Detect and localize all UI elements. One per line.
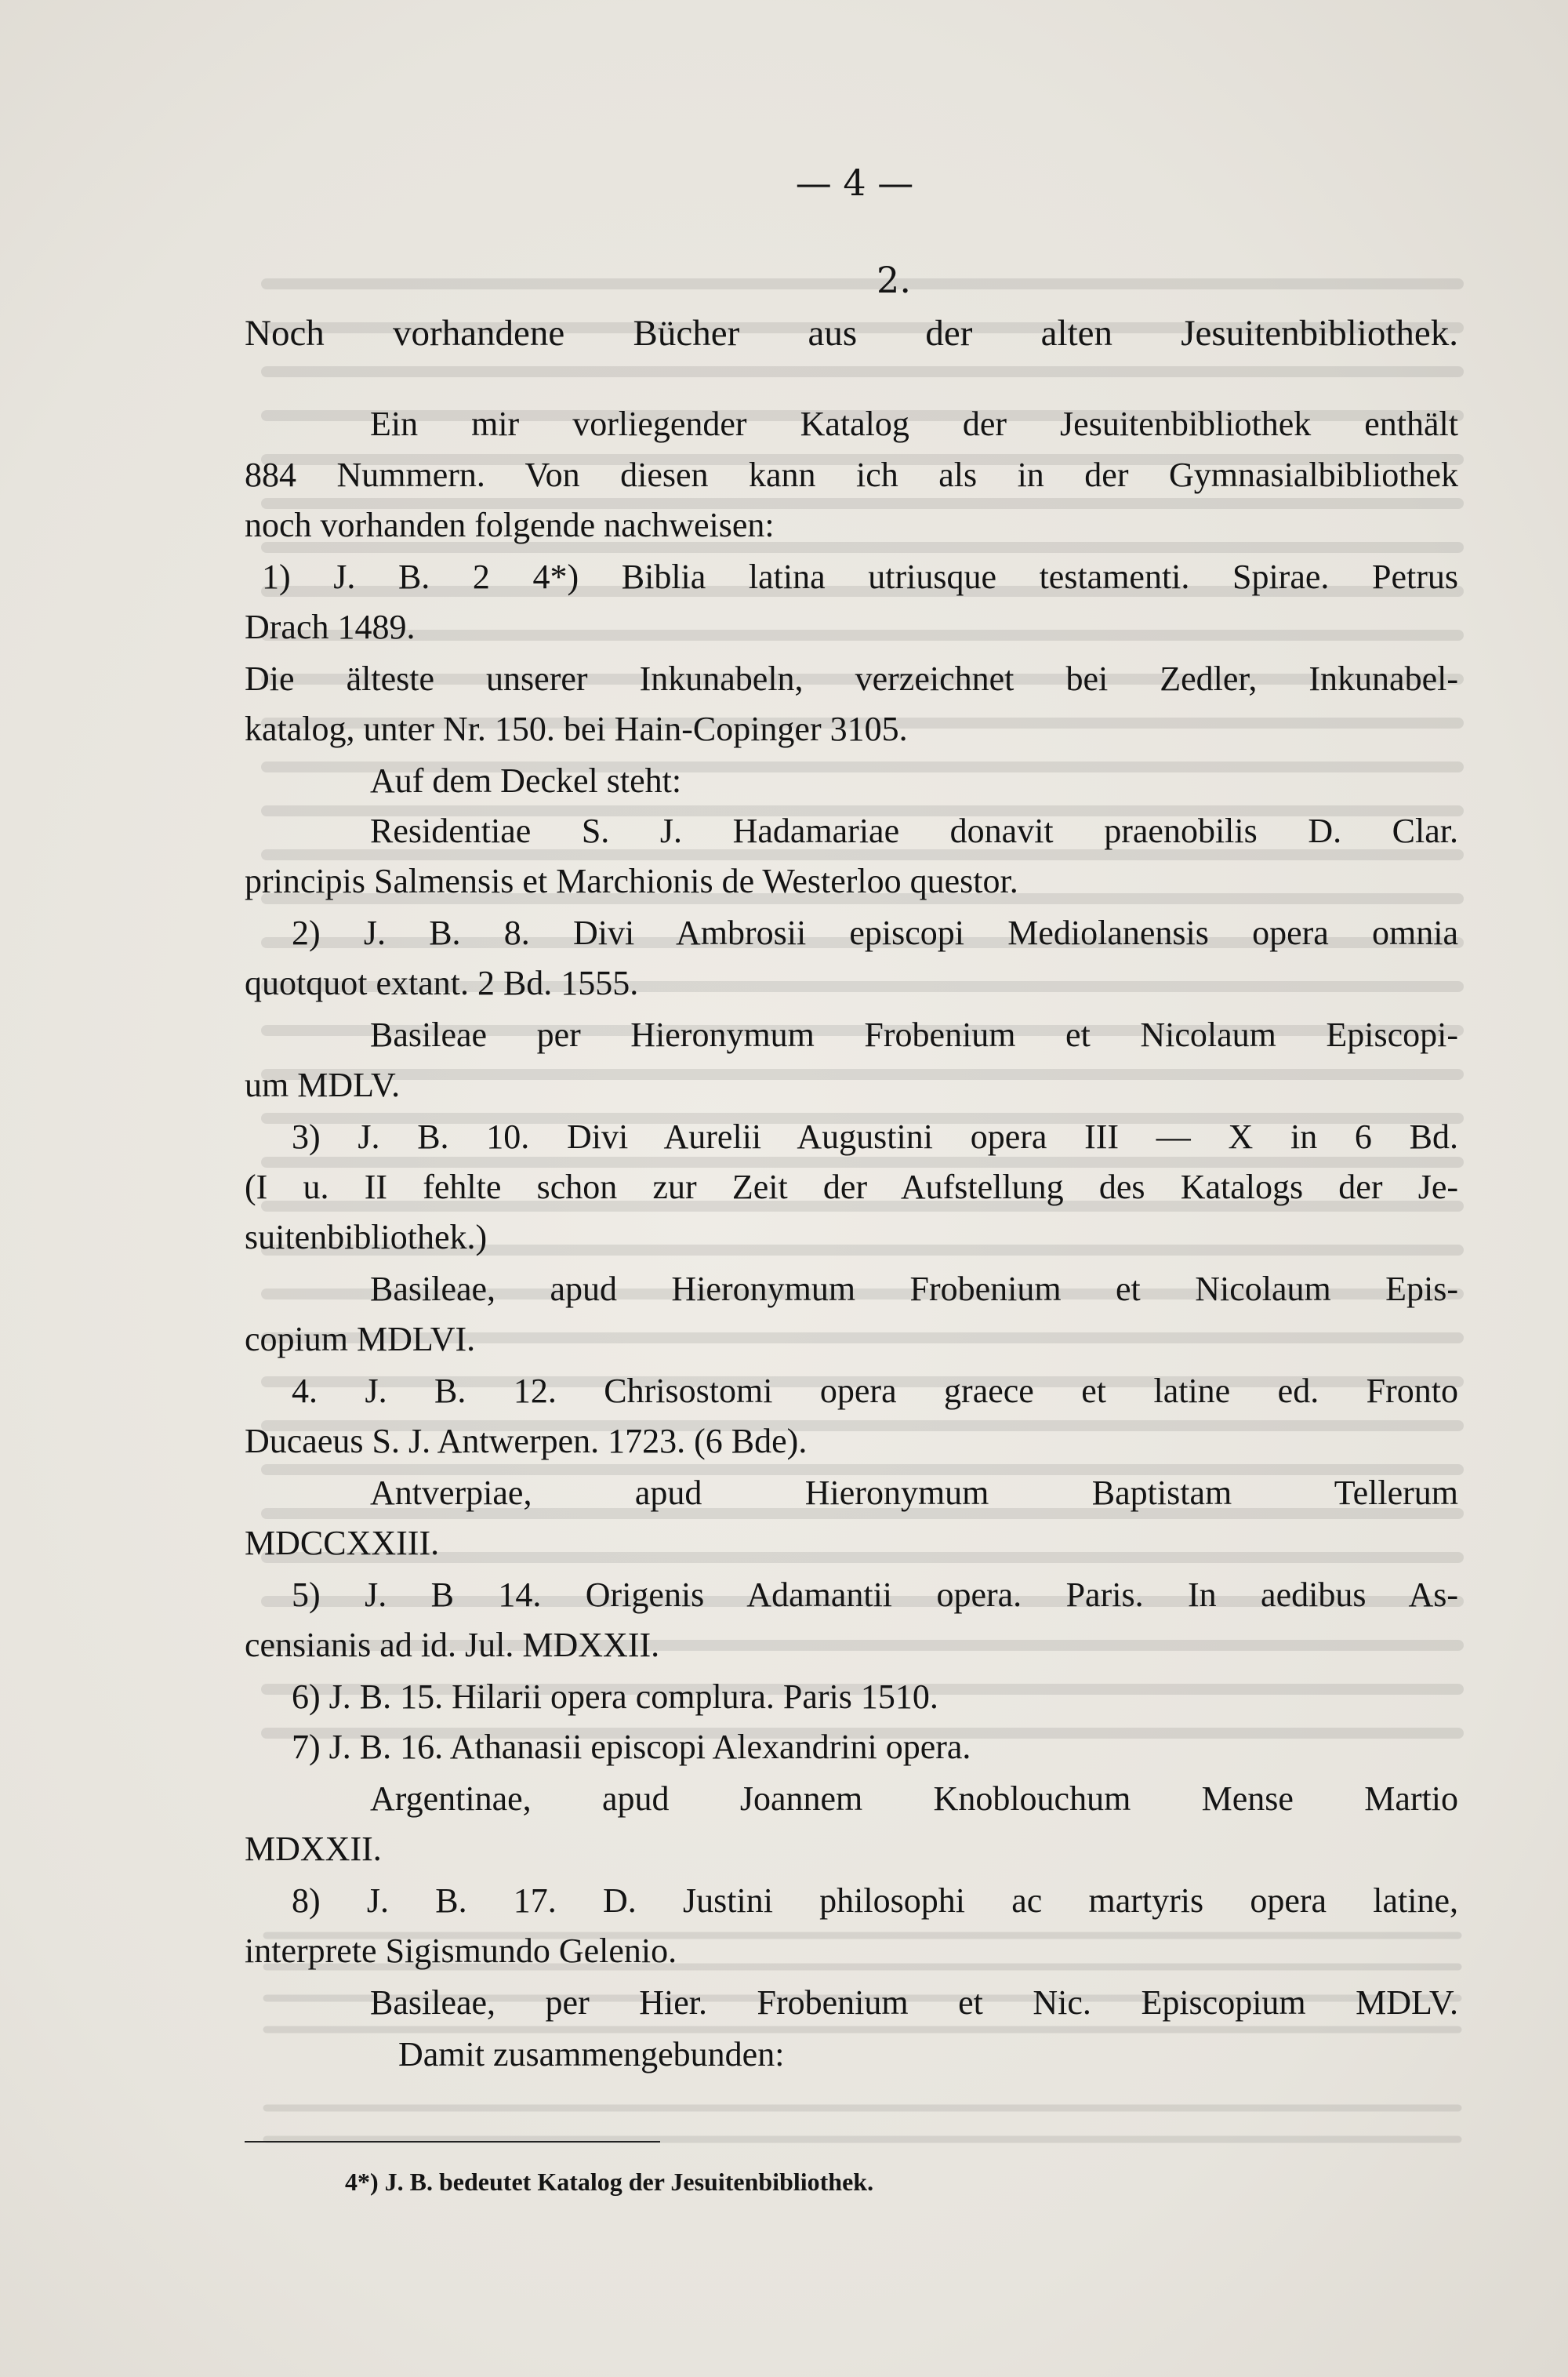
text-line: MDXXII. [245,1830,382,1868]
text-line: principis Salmensis et Marchionis de Westerloo questor. [245,862,1018,900]
footnote [345,2166,873,2197]
text-line: Residentiae S. J. Hadamariae donavit praenobilis D. Clar. [370,812,1458,850]
text-line: Auf dem Deckel steht: [370,761,682,800]
text-line: copium MDLVI. [245,1320,476,1358]
text-line: Die älteste unserer Inkunabeln, verzeichnet bei Zedler, Inkunabel- [245,660,1458,698]
text-line: noch vorhanden folgende nachweisen: [245,506,775,544]
text-line: Basileae, per Hier. Frobenium et Nic. Episcopium MDLV. [370,1983,1458,2022]
text-line: 4. J. B. 12. Chrisostomi opera graece et latine ed. Fronto [292,1372,1458,1410]
text-line: suitenbibliothek.) [245,1218,488,1256]
text-line: Drach 1489. [245,608,416,646]
page-number: — 4 — [795,162,914,204]
footnote-text: J. B. bedeutet Katalog der Jesuitenbibliothek. [384,2168,874,2196]
text-line: Antverpiae, apud Hieronymum Baptistam Tellerum [370,1474,1458,1512]
text-line: 1) J. B. 2 4*) Biblia latina utriusque testamenti. Spirae. Petrus [262,558,1458,596]
text-line: Argentinae, apud Joannem Knoblouchum Mense Martio [370,1779,1458,1818]
section-title: Noch vorhandene Bücher aus der alten Jesuitenbibliothek. [245,313,1458,354]
text-line: Ein mir vorliegender Katalog der Jesuitenbibliothek enthält [370,405,1458,443]
text-line: quotquot extant. 2 Bd. 1555. [245,964,639,1002]
text-line: um MDLV. [245,1066,401,1104]
text-line: (I u. II fehlte schon zur Zeit der Aufstellung des Katalogs der Je- [245,1168,1458,1206]
text-line: Ducaeus S. J. Antwerpen. 1723. (6 Bde). [245,1422,808,1460]
footnote-rule [245,2141,660,2143]
text-line: 3) J. B. 10. Divi Aurelii Augustini opera III — X in 6 Bd. [292,1118,1458,1156]
text-line: katalog, unter Nr. 150. bei Hain-Copinger 3105. [245,710,908,748]
text-line: 2) J. B. 8. Divi Ambrosii episcopi Mediolanensis opera omnia [292,914,1458,952]
text-line: Basileae per Hieronymum Frobenium et Nicolaum Episcopi- [370,1016,1458,1054]
section-number: 2. [877,259,911,301]
text-line: 8) J. B. 17. D. Justini philosophi ac martyris opera latine, [292,1881,1458,1920]
text-line: 5) J. B 14. Origenis Adamantii opera. Paris. In aedibus As- [292,1576,1458,1614]
text-line: 6) J. B. 15. Hilarii opera complura. Paris 1510. [292,1677,938,1716]
text-line: interprete Sigismundo Gelenio. [245,1932,677,1970]
text-line: Basileae, apud Hieronymum Frobenium et Nicolaum Epis- [370,1270,1458,1308]
text-line: 884 Nummern. Von diesen kann ich als in der Gymnasialbibliothek [245,456,1458,494]
text-line: censianis ad id. Jul. MDXXII. [245,1626,660,1664]
footnote-mark: 4*) [345,2168,379,2196]
text-line: 7) J. B. 16. Athanasii episcopi Alexandrini opera. [292,1728,971,1766]
text-line: MDCCXXIII. [245,1524,440,1562]
text-line: Damit zusammengebunden: [398,2035,785,2074]
